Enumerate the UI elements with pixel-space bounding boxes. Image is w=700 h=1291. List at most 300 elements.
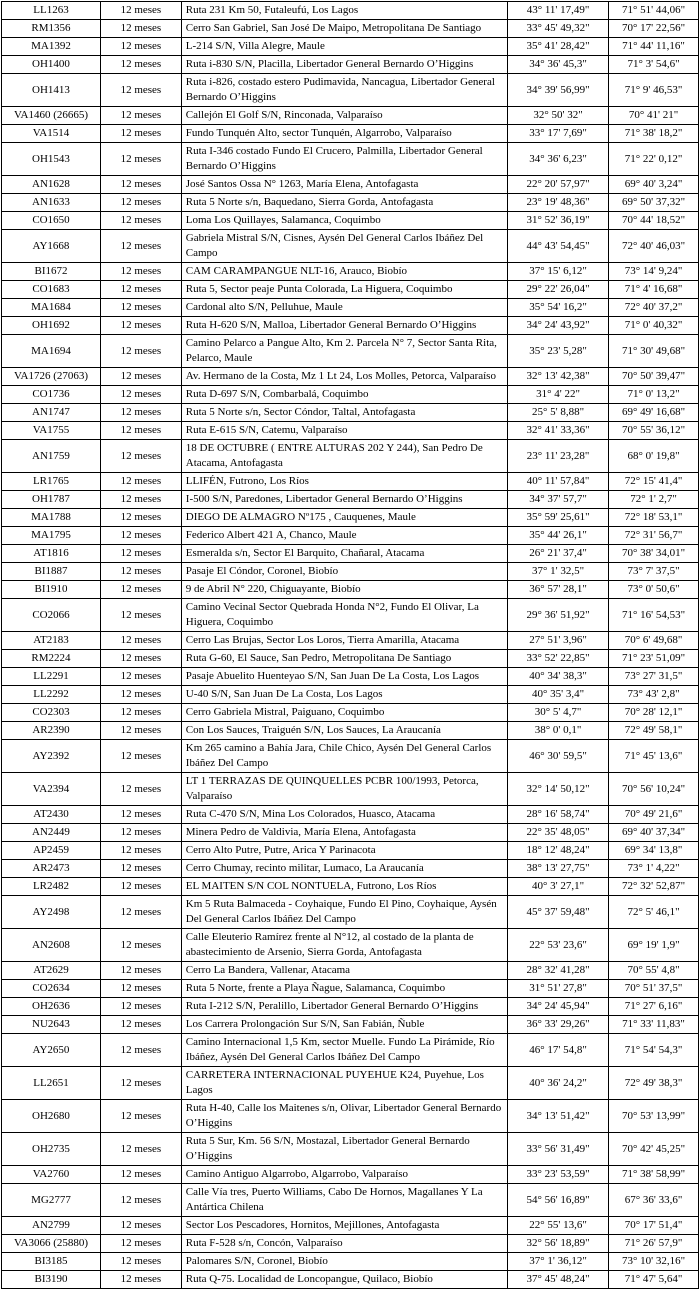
table-row [2,824,699,842]
latitude-cell: 37° 1' 36,12" [508,1253,609,1271]
period-cell: 12 meses [100,1100,181,1133]
longitude-cell: 71° 4' 16,68" [609,281,699,299]
longitude-cell: 70° 56' 10,24" [609,773,699,806]
latitude-cell: 34° 24' 45,94" [508,998,609,1016]
longitude-cell: 70° 6' 49,68" [609,632,699,650]
period-cell: 12 meses [100,440,181,473]
address-cell: Camino Antiguo Algarrobo, Algarrobo, Valparaíso [181,1166,507,1184]
longitude-cell: 67° 36' 33,6" [609,1184,699,1217]
latitude-cell: 22° 20' 57,97" [508,176,609,194]
period-cell: 12 meses [100,368,181,386]
latitude-cell: 30° 5' 4,7" [508,704,609,722]
latitude-cell: 38° 0' 0,1" [508,722,609,740]
longitude-cell: 70° 55' 4,8" [609,962,699,980]
longitude-cell: 73° 27' 31,5" [609,668,699,686]
address-cell: Camino Internacional 1,5 Km, sector Muelle. Fundo La Pirámide, Río Ibáñez, Aysén Del General Carlos Ibáñez Del Campo [181,1034,507,1067]
latitude-cell: 34° 39' 56,99" [508,74,609,107]
latitude-cell: 29° 36' 51,92" [508,599,609,632]
longitude-cell: 70° 55' 36,12" [609,422,699,440]
period-cell: 12 meses [100,56,181,74]
longitude-cell: 72° 32' 52,87" [609,878,699,896]
station-code-cell: MA1788 [2,509,101,527]
period-cell: 12 meses [100,704,181,722]
latitude-cell: 40° 11' 57,84" [508,473,609,491]
latitude-cell: 46° 30' 59,5" [508,740,609,773]
station-code-cell: OH1692 [2,317,101,335]
period-cell: 12 meses [100,281,181,299]
latitude-cell: 35° 41' 28,42" [508,38,609,56]
latitude-cell: 33° 23' 53,59" [508,1166,609,1184]
station-code-cell: VA1514 [2,125,101,143]
longitude-cell: 70° 51' 37,5" [609,980,699,998]
period-cell: 12 meses [100,824,181,842]
address-cell: Callejón El Golf S/N, Rinconada, Valparaíso [181,107,507,125]
period-cell: 12 meses [100,299,181,317]
latitude-cell: 28° 32' 41,28" [508,962,609,980]
longitude-cell: 71° 51' 44,06" [609,2,699,20]
address-cell: CAM CARAMPANGUE NLT-16, Arauco, Biobío [181,263,507,281]
table-row [2,2,699,20]
address-cell: Ruta i-826, costado estero Pudimavida, Nancagua, Libertador General Bernardo O’Higgins [181,74,507,107]
longitude-cell: 70° 44' 18,52" [609,212,699,230]
latitude-cell: 38° 13' 27,75" [508,860,609,878]
longitude-cell: 71° 45' 13,6" [609,740,699,773]
period-cell: 12 meses [100,1067,181,1100]
longitude-cell: 72° 15' 41,4" [609,473,699,491]
period-cell: 12 meses [100,2,181,20]
table-row [2,1133,699,1166]
period-cell: 12 meses [100,686,181,704]
longitude-cell: 70° 17' 22,56" [609,20,699,38]
station-code-cell: BI1672 [2,263,101,281]
station-code-cell: AN2449 [2,824,101,842]
address-cell: Cerro Alto Putre, Putre, Arica Y Parinacota [181,842,507,860]
address-cell: Camino Vecinal Sector Quebrada Honda N°2, Fundo El Olivar, La Higuera, Coquimbo [181,599,507,632]
period-cell: 12 meses [100,722,181,740]
station-code-cell: AY2498 [2,896,101,929]
station-code-cell: LR1765 [2,473,101,491]
latitude-cell: 23° 11' 23,28" [508,440,609,473]
longitude-cell: 72° 5' 46,1" [609,896,699,929]
latitude-cell: 32° 14' 50,12" [508,773,609,806]
table-row [2,806,699,824]
latitude-cell: 31° 4' 22" [508,386,609,404]
address-cell: Av. Hermano de la Costa, Mz 1 Lt 24, Los Molles, Petorca, Valparaíso [181,368,507,386]
latitude-cell: 34° 37' 57,7" [508,491,609,509]
longitude-cell: 70° 49' 21,6" [609,806,699,824]
longitude-cell: 72° 31' 56,7" [609,527,699,545]
address-cell: Pasaje El Cóndor, Coronel, Biobío [181,563,507,581]
longitude-cell: 73° 1' 4,22" [609,860,699,878]
station-code-cell: BI3185 [2,1253,101,1271]
station-code-cell: AP2459 [2,842,101,860]
period-cell: 12 meses [100,194,181,212]
latitude-cell: 32° 56' 18,89" [508,1235,609,1253]
station-code-cell: CO2066 [2,599,101,632]
station-code-cell: AT2430 [2,806,101,824]
station-code-cell: AT2629 [2,962,101,980]
period-cell: 12 meses [100,335,181,368]
latitude-cell: 31° 51' 27,8" [508,980,609,998]
longitude-cell: 70° 53' 13,99" [609,1100,699,1133]
period-cell: 12 meses [100,929,181,962]
longitude-cell: 69° 49' 16,68" [609,404,699,422]
longitude-cell: 71° 27' 6,16" [609,998,699,1016]
latitude-cell: 40° 34' 38,3" [508,668,609,686]
address-cell: Camino Pelarco a Pangue Alto, Km 2. Parcela N° 7, Sector Santa Rita, Pelarco, Maule [181,335,507,368]
table-row [2,650,699,668]
period-cell: 12 meses [100,1271,181,1289]
table-row [2,1253,699,1271]
address-cell: Fundo Tunquén Alto, sector Tunquén, Algarrobo, Valparaíso [181,125,507,143]
table-row [2,386,699,404]
station-code-cell: AY2392 [2,740,101,773]
address-cell: Federico Albert 421 A, Chanco, Maule [181,527,507,545]
table-row [2,962,699,980]
period-cell: 12 meses [100,1235,181,1253]
table-row [2,317,699,335]
period-cell: 12 meses [100,806,181,824]
table-row [2,929,699,962]
address-cell: 9 de Abril N° 220, Chiguayante, Biobío [181,581,507,599]
table-row [2,1034,699,1067]
period-cell: 12 meses [100,980,181,998]
period-cell: 12 meses [100,263,181,281]
period-cell: 12 meses [100,527,181,545]
period-cell: 12 meses [100,20,181,38]
period-cell: 12 meses [100,143,181,176]
address-cell: Pasaje Abuelito Huenteyao S/N, San Juan De La Costa, Los Lagos [181,668,507,686]
period-cell: 12 meses [100,230,181,263]
station-code-cell: VA1726 (27063) [2,368,101,386]
period-cell: 12 meses [100,860,181,878]
table-row [2,509,699,527]
table-row [2,722,699,740]
latitude-cell: 40° 35' 3,4" [508,686,609,704]
station-code-cell: LL2292 [2,686,101,704]
latitude-cell: 32° 41' 33,36" [508,422,609,440]
station-code-cell: AY1668 [2,230,101,263]
address-cell: Con Los Sauces, Traiguén S/N, Los Sauces, La Araucanía [181,722,507,740]
address-cell: Loma Los Quillayes, Salamanca, Coquimbo [181,212,507,230]
station-code-cell: BI1910 [2,581,101,599]
longitude-cell: 71° 16' 54,53" [609,599,699,632]
address-cell: Sector Los Pescadores, Hornitos, Mejillones, Antofagasta [181,1217,507,1235]
longitude-cell: 70° 38' 34,01" [609,545,699,563]
station-location-table [1,1,699,1289]
table-row [2,527,699,545]
address-cell: Ruta F-528 s/n, Concón, Valparaíso [181,1235,507,1253]
address-cell: Cerro Chumay, recinto militar, Lumaco, La Araucanía [181,860,507,878]
table-row [2,1184,699,1217]
table-row [2,368,699,386]
latitude-cell: 37° 1' 32,5" [508,563,609,581]
longitude-cell: 71° 47' 5,64" [609,1271,699,1289]
address-cell: Ruta i-830 S/N, Placilla, Libertador General Bernardo O’Higgins [181,56,507,74]
longitude-cell: 70° 42' 45,25" [609,1133,699,1166]
longitude-cell: 70° 41' 21" [609,107,699,125]
address-cell: Ruta I-212 S/N, Peralillo, Libertador General Bernardo O’Higgins [181,998,507,1016]
longitude-cell: 71° 0' 40,32" [609,317,699,335]
address-cell: Ruta C-470 S/N, Mina Los Colorados, Huasco, Atacama [181,806,507,824]
longitude-cell: 69° 40' 37,34" [609,824,699,842]
period-cell: 12 meses [100,842,181,860]
longitude-cell: 72° 49' 58,1" [609,722,699,740]
period-cell: 12 meses [100,632,181,650]
longitude-cell: 73° 14' 9,24" [609,263,699,281]
table-row [2,581,699,599]
station-code-cell: OH2735 [2,1133,101,1166]
period-cell: 12 meses [100,317,181,335]
period-cell: 12 meses [100,1253,181,1271]
table-row [2,1067,699,1100]
longitude-cell: 71° 38' 18,2" [609,125,699,143]
longitude-cell: 70° 28' 12,1" [609,704,699,722]
table-row [2,773,699,806]
address-cell: LLIFÉN, Futrono, Los Ríos [181,473,507,491]
longitude-cell: 69° 40' 3,24" [609,176,699,194]
longitude-cell: 69° 19' 1,9" [609,929,699,962]
latitude-cell: 37° 15' 6,12" [508,263,609,281]
latitude-cell: 29° 22' 26,04" [508,281,609,299]
address-cell: Cerro La Bandera, Vallenar, Atacama [181,962,507,980]
station-code-cell: LL2291 [2,668,101,686]
latitude-cell: 22° 35' 48,05" [508,824,609,842]
period-cell: 12 meses [100,1133,181,1166]
latitude-cell: 25° 5' 8,88" [508,404,609,422]
table-row [2,998,699,1016]
period-cell: 12 meses [100,125,181,143]
table-row [2,20,699,38]
table-row [2,545,699,563]
latitude-cell: 18° 12' 48,24" [508,842,609,860]
table-row [2,263,699,281]
period-cell: 12 meses [100,962,181,980]
period-cell: 12 meses [100,581,181,599]
table-row [2,176,699,194]
address-cell: Cerro San Gabriel, San José De Maipo, Metropolitana De Santiago [181,20,507,38]
longitude-cell: 71° 44' 11,16" [609,38,699,56]
longitude-cell: 73° 10' 32,16" [609,1253,699,1271]
station-code-cell: CO1683 [2,281,101,299]
station-code-cell: MG2777 [2,1184,101,1217]
period-cell: 12 meses [100,545,181,563]
period-cell: 12 meses [100,38,181,56]
station-code-cell: OH1413 [2,74,101,107]
station-code-cell: AR2390 [2,722,101,740]
address-cell: Ruta I-346 costado Fundo El Crucero, Palmilla, Libertador General Bernardo O’Higgins [181,143,507,176]
table-row [2,896,699,929]
table-row [2,38,699,56]
period-cell: 12 meses [100,491,181,509]
latitude-cell: 34° 13' 51,42" [508,1100,609,1133]
table-row [2,107,699,125]
table-row [2,404,699,422]
period-cell: 12 meses [100,998,181,1016]
address-cell: Cerro Las Brujas, Sector Los Loros, Tierra Amarilla, Atacama [181,632,507,650]
address-cell: Gabriela Mistral S/N, Cisnes, Aysén Del General Carlos Ibáñez Del Campo [181,230,507,263]
latitude-cell: 33° 45' 49,32" [508,20,609,38]
table-row [2,491,699,509]
station-code-cell: VA2394 [2,773,101,806]
period-cell: 12 meses [100,773,181,806]
table-row [2,686,699,704]
address-cell: Ruta Q-75. Localidad de Loncopangue, Quilaco, Biobío [181,1271,507,1289]
period-cell: 12 meses [100,386,181,404]
latitude-cell: 40° 3' 27,1" [508,878,609,896]
latitude-cell: 34° 24' 43,92" [508,317,609,335]
latitude-cell: 26° 21' 37,4" [508,545,609,563]
table-row [2,980,699,998]
address-cell: Minera Pedro de Valdivia, María Elena, Antofagasta [181,824,507,842]
longitude-cell: 73° 43' 2,8" [609,686,699,704]
table-row [2,740,699,773]
station-code-cell: CO1736 [2,386,101,404]
table-row [2,125,699,143]
latitude-cell: 44° 43' 54,45" [508,230,609,263]
station-code-cell: MA1694 [2,335,101,368]
address-cell: Ruta G-60, El Sauce, San Pedro, Metropolitana De Santiago [181,650,507,668]
table-row [2,74,699,107]
station-code-cell: MA1392 [2,38,101,56]
address-cell: Ruta 5 Sur, Km. 56 S/N, Mostazal, Libertador General Bernardo O’Higgins [181,1133,507,1166]
longitude-cell: 73° 0' 50,6" [609,581,699,599]
longitude-cell: 71° 54' 54,3" [609,1034,699,1067]
longitude-cell: 72° 18' 53,1" [609,509,699,527]
station-code-cell: AT1816 [2,545,101,563]
address-cell: José Santos Ossa N° 1263, María Elena, Antofagasta [181,176,507,194]
station-code-cell: CO2303 [2,704,101,722]
address-cell: Cardonal alto S/N, Pelluhue, Maule [181,299,507,317]
table-row [2,842,699,860]
station-code-cell: CO2634 [2,980,101,998]
latitude-cell: 22° 53' 23,6" [508,929,609,962]
table-row [2,1100,699,1133]
period-cell: 12 meses [100,599,181,632]
address-cell: Esmeralda s/n, Sector El Barquito, Chañaral, Atacama [181,545,507,563]
latitude-cell: 33° 52' 22,85" [508,650,609,668]
address-cell: Ruta E-615 S/N, Catemu, Valparaíso [181,422,507,440]
period-cell: 12 meses [100,1016,181,1034]
latitude-cell: 43° 11' 17,49" [508,2,609,20]
table-row [2,440,699,473]
station-code-cell: AN1633 [2,194,101,212]
longitude-cell: 72° 1' 2,7" [609,491,699,509]
station-code-cell: AN2799 [2,1217,101,1235]
address-cell: 18 DE OCTUBRE ( ENTRE ALTURAS 202 Y 244), San Pedro De Atacama, Antofagasta [181,440,507,473]
station-code-cell: BI1887 [2,563,101,581]
address-cell: Ruta 231 Km 50, Futaleufú, Los Lagos [181,2,507,20]
address-cell: I-500 S/N, Paredones, Libertador General Bernardo O’Higgins [181,491,507,509]
address-cell: Calle Vía tres, Puerto Williams, Cabo De Hornos, Magallanes Y La Antártica Chilena [181,1184,507,1217]
address-cell: EL MAITEN S/N COL NONTUELA, Futrono, Los Ríos [181,878,507,896]
latitude-cell: 34° 36' 45,3" [508,56,609,74]
latitude-cell: 35° 54' 16,2" [508,299,609,317]
longitude-cell: 68° 0' 19,8" [609,440,699,473]
period-cell: 12 meses [100,878,181,896]
latitude-cell: 31° 52' 36,19" [508,212,609,230]
longitude-cell: 71° 33' 11,83" [609,1016,699,1034]
table-row [2,1235,699,1253]
station-code-cell: AN2608 [2,929,101,962]
station-code-cell: LR2482 [2,878,101,896]
latitude-cell: 33° 56' 31,49" [508,1133,609,1166]
longitude-cell: 72° 40' 37,2" [609,299,699,317]
latitude-cell: 40° 36' 24,2" [508,1067,609,1100]
period-cell: 12 meses [100,509,181,527]
period-cell: 12 meses [100,563,181,581]
address-cell: U-40 S/N, San Juan De La Costa, Los Lagos [181,686,507,704]
address-cell: Km 5 Ruta Balmaceda - Coyhaique, Fundo El Pino, Coyhaique, Aysén Del General Carlos Ibáñez Del Campo [181,896,507,929]
longitude-cell: 71° 30' 49,68" [609,335,699,368]
table-row [2,422,699,440]
latitude-cell: 36° 57' 28,1" [508,581,609,599]
period-cell: 12 meses [100,107,181,125]
latitude-cell: 23° 19' 48,36" [508,194,609,212]
address-cell: Ruta D-697 S/N, Combarbalá, Coquimbo [181,386,507,404]
address-cell: Ruta 5 Norte s/n, Sector Cóndor, Taltal, Antofagasta [181,404,507,422]
latitude-cell: 45° 37' 59,48" [508,896,609,929]
station-code-cell: OH2680 [2,1100,101,1133]
latitude-cell: 46° 17' 54,8" [508,1034,609,1067]
address-cell: Cerro Gabriela Mistral, Paiguano, Coquimbo [181,704,507,722]
table-row [2,143,699,176]
longitude-cell: 70° 50' 39,47" [609,368,699,386]
station-code-cell: OH1400 [2,56,101,74]
table-row [2,1271,699,1289]
table-row [2,563,699,581]
period-cell: 12 meses [100,740,181,773]
period-cell: 12 meses [100,422,181,440]
table-row [2,704,699,722]
table-row [2,335,699,368]
latitude-cell: 34° 36' 6,23" [508,143,609,176]
address-cell: Ruta H-620 S/N, Malloa, Libertador General Bernardo O’Higgins [181,317,507,335]
longitude-cell: 73° 7' 37,5" [609,563,699,581]
period-cell: 12 meses [100,896,181,929]
address-cell: Los Carrera Prolongación Sur S/N, San Fabián, Ñuble [181,1016,507,1034]
address-cell: CARRETERA INTERNACIONAL PUYEHUE K24, Puyehue, Los Lagos [181,1067,507,1100]
longitude-cell: 71° 26' 57,9" [609,1235,699,1253]
station-code-cell: OH2636 [2,998,101,1016]
table-row [2,56,699,74]
table-row [2,1016,699,1034]
period-cell: 12 meses [100,212,181,230]
latitude-cell: 35° 44' 26,1" [508,527,609,545]
period-cell: 12 meses [100,1034,181,1067]
address-cell: Ruta 5, Sector peaje Punta Colorada, La Higuera, Coquimbo [181,281,507,299]
longitude-cell: 69° 50' 37,32" [609,194,699,212]
station-code-cell: OH1543 [2,143,101,176]
latitude-cell: 35° 23' 5,28" [508,335,609,368]
latitude-cell: 33° 17' 7,69" [508,125,609,143]
longitude-cell: 71° 3' 54,6" [609,56,699,74]
station-code-cell: AR2473 [2,860,101,878]
longitude-cell: 71° 9' 46,53" [609,74,699,107]
table-row [2,668,699,686]
address-cell: Ruta 5 Norte s/n, Baquedano, Sierra Gorda, Antofagasta [181,194,507,212]
latitude-cell: 22° 55' 13,6" [508,1217,609,1235]
address-cell: Km 265 camino a Bahía Jara, Chile Chico, Aysén Del General Carlos Ibáñez Del Campo [181,740,507,773]
address-cell: LT 1 TERRAZAS DE QUINQUELLES PCBR 100/1993, Petorca, Valparaíso [181,773,507,806]
station-code-cell: MA1684 [2,299,101,317]
latitude-cell: 27° 51' 3,96" [508,632,609,650]
table-row [2,1217,699,1235]
station-code-cell: AT2183 [2,632,101,650]
latitude-cell: 37° 45' 48,24" [508,1271,609,1289]
table-row [2,194,699,212]
station-code-cell: CO1650 [2,212,101,230]
